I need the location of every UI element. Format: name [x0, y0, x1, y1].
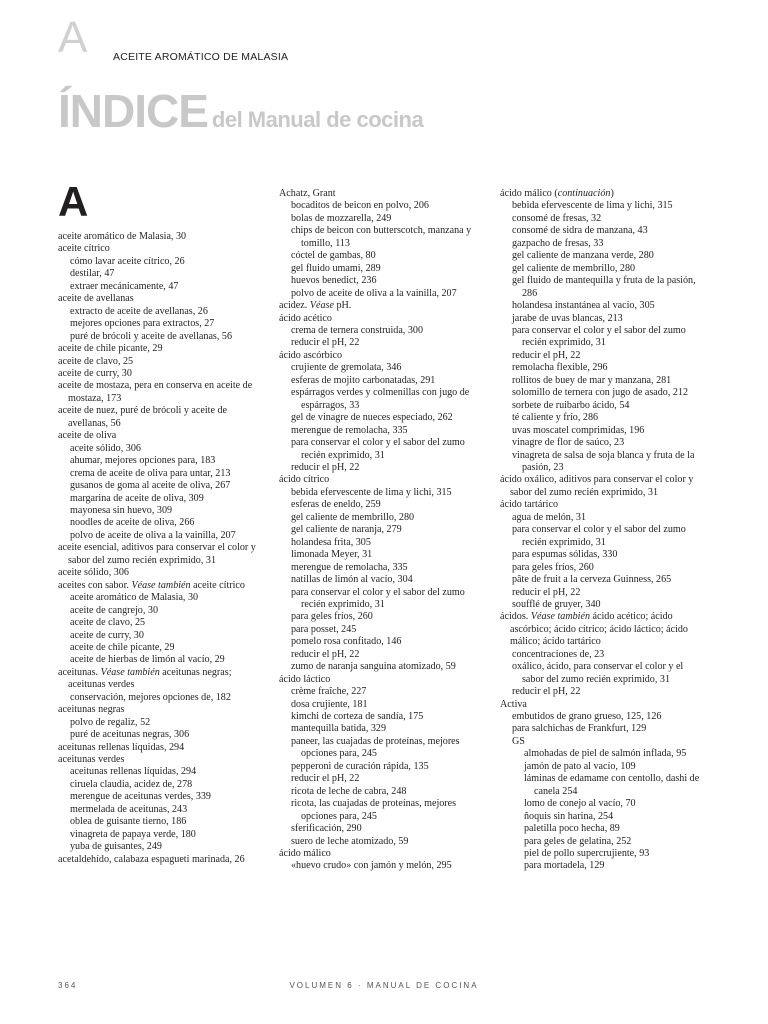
- index-subentry: esferas de eneldo, 259: [291, 499, 381, 511]
- entry-text: aceites con sabor.: [58, 579, 132, 591]
- index-subentry: paneer, las cuajadas de proteínas, mejores opciones para, 245: [291, 735, 460, 760]
- index-entry: aceitunas negras: [58, 704, 125, 716]
- index-subentry: polvo de aceite de oliva a la vainilla, 207: [70, 529, 236, 541]
- index-subentry: consomé de sidra de manzana, 43: [512, 225, 648, 237]
- index-subentry: reducir el pH, 22: [512, 349, 581, 361]
- index-subentry: ricota de leche de cabra, 248: [291, 785, 407, 797]
- entry-text: aceitunas.: [58, 666, 101, 678]
- index-subentry: aceite aromático de Malasia, 30: [70, 592, 199, 604]
- index-entry: [279, 300, 485, 312]
- index-subentry: holandesa instantánea al vacío, 305: [512, 300, 655, 312]
- index-subentry: reducir el pH, 22: [291, 648, 360, 660]
- index-subentry: para salchichas de Frankfurt, 129: [512, 723, 647, 735]
- index-subentry: reducir el pH, 22: [512, 686, 581, 698]
- index-subentry: gel caliente de manzana verde, 280: [512, 250, 654, 262]
- index-entry: aceite de mostaza, pera en conserva en aceite de mostaza, 173: [58, 380, 253, 404]
- index-subentry: aceitunas rellenas líquidas, 294: [70, 766, 197, 778]
- index-subentry: puré de aceitunas negras, 306: [70, 729, 190, 741]
- index-subentry: láminas de edamame con centollo, dashi de canela 254: [524, 773, 700, 797]
- index-entry: ácido málico: [279, 848, 331, 860]
- index-subentry: consomé de fresas, 32: [512, 212, 602, 224]
- index-subentry: gel de vinagre de nueces especiado, 262: [291, 412, 453, 424]
- index-subentry: agua de melón, 31: [512, 511, 586, 523]
- index-subentry: crema de ternera construida, 300: [291, 324, 423, 336]
- index-subtitle: del Manual de cocina: [211, 107, 424, 132]
- index-subentry: sorbete de ruibarbo ácido, 54: [512, 399, 630, 411]
- index-entry: ácido láctico: [279, 673, 331, 685]
- index-subentry: lomo de conejo al vacío, 70: [524, 798, 636, 810]
- index-subentry: merengue de aceitunas verdes, 339: [70, 791, 211, 803]
- index-entry: ácido tartárico: [500, 499, 559, 511]
- index-subentry: bebida efervescente de lima y lichi, 315: [512, 200, 673, 212]
- index-subentry: destilar, 47: [70, 268, 115, 280]
- index-subentry: para geles fríos, 260: [512, 561, 594, 573]
- index-subentry: sferificación, 290: [291, 823, 362, 835]
- index-subentry: para espumas sólidas, 330: [512, 549, 618, 561]
- index-entry: [500, 188, 706, 200]
- index-entry: [58, 580, 264, 592]
- index-subentry: aceite de clavo, 25: [70, 617, 146, 629]
- index-subentry: GS: [512, 735, 525, 747]
- index-subentry: aceite sólido, 306: [70, 442, 141, 454]
- index-subentry: zumo de naranja sanguina atomizado, 59: [291, 661, 456, 673]
- index-entries-2: [279, 188, 485, 873]
- cross-reference: Véase también: [530, 611, 590, 623]
- entry-text: aceite cítrico: [190, 579, 245, 591]
- index-subentry: oblea de guisante tierno, 186: [70, 816, 187, 828]
- index-subentry: aceite de hierbas de limón al vacío, 29: [70, 654, 225, 666]
- index-subentry: conservación, mejores opciones de, 182: [70, 691, 231, 703]
- index-subentry: para conservar el color y el sabor del zumo recién exprimido, 31: [512, 324, 686, 349]
- index-subentry: solomillo de ternera con jugo de asado, 212: [512, 387, 689, 399]
- entry-text: pH.: [333, 300, 352, 312]
- index-subentry: oxálico, ácido, para conservar el color y el sabor del zumo recién exprimido, 31: [512, 661, 684, 685]
- index-subentry: cómo lavar aceite cítrico, 26: [70, 255, 185, 267]
- index-subentry: gel caliente de naranja, 279: [291, 524, 402, 536]
- index-subentry: huevos benedict, 236: [291, 275, 377, 287]
- index-entry: aceite de clavo, 25: [58, 355, 134, 367]
- index-subentry: reducir el pH, 22: [291, 337, 360, 349]
- index-column-2: [279, 188, 485, 873]
- index-subentry: gel fluido de mantequilla y fruta de la pasión, 286: [512, 275, 696, 299]
- index-entry: Achatz, Grant: [279, 188, 336, 199]
- index-subentry: mantequilla batida, 329: [291, 723, 387, 735]
- index-column-1: [58, 179, 264, 866]
- index-subentry: ricota, las cuajadas de proteínas, mejores opciones para, 245: [291, 798, 457, 822]
- index-entry: ácido cítrico: [279, 474, 330, 486]
- index-entry: aceite de chile picante, 29: [58, 343, 163, 355]
- index-subentry: «huevo crudo» con jamón y melón, 295: [291, 860, 452, 872]
- index-subentry: reducir el pH, 22: [291, 461, 360, 473]
- index-entry: [58, 667, 264, 692]
- index-subentry: kimchi de corteza de sandía, 175: [291, 711, 424, 723]
- index-subentry: ciruela claudia, acidez de, 278: [70, 778, 193, 790]
- index-entry: ácido ascórbico: [279, 349, 343, 361]
- index-subentry: merengue de remolacha, 335: [291, 561, 408, 573]
- index-entry: aceite de curry, 30: [58, 367, 132, 379]
- index-subentry: para geles fríos, 260: [291, 611, 373, 623]
- index-subentry: almohadas de piel de salmón inflada, 95: [524, 748, 687, 760]
- page-letter: A: [58, 13, 88, 62]
- index-subentry: noodles de aceite de oliva, 266: [70, 517, 195, 529]
- index-subentry: margarina de aceite de oliva, 309: [70, 492, 204, 504]
- index-subentry: uvas moscatel comprimidas, 196: [512, 424, 645, 436]
- index-subentry: dosa crujiente, 181: [291, 698, 368, 710]
- index-subentry: merengue de remolacha, 335: [291, 424, 408, 436]
- index-subentry: gel caliente de membrillo, 280: [291, 511, 415, 523]
- index-entry: aceitunas rellenas líquidas, 294: [58, 741, 185, 753]
- index-subentry: espárragos verdes y colmenillas con jugo de espárragos, 33: [291, 387, 470, 411]
- index-subentry: puré de brócoli y aceite de avellanas, 56: [70, 330, 232, 342]
- index-subentry: aceite de chile picante, 29: [70, 641, 175, 653]
- footer-volume: VOLUMEN 6 · MANUAL DE COCINA: [289, 981, 479, 990]
- index-subentry: crème fraîche, 227: [291, 686, 367, 698]
- cross-reference: Véase también: [100, 666, 160, 678]
- index-subentry: para mortadela, 129: [524, 860, 605, 872]
- index-entry: Activa: [500, 698, 527, 710]
- index-subentry: rollitos de buey de mar y manzana, 281: [512, 374, 672, 386]
- index-entries-3: [500, 188, 706, 873]
- index-subentry: gel fluido umami, 289: [291, 262, 381, 274]
- index-subentry: ahumar, mejores opciones para, 183: [70, 455, 216, 467]
- index-title: ÍNDICE: [58, 85, 208, 137]
- index-subentry: extraer mecánicamente, 47: [70, 280, 179, 292]
- index-subentry: para geles de gelatina, 252: [524, 835, 632, 847]
- index-subentry: polvo de aceite de oliva a la vainilla, 207: [291, 287, 457, 299]
- index-subentry: natillas de limón al vacío, 304: [291, 574, 413, 586]
- index-subentry: bebida efervescente de lima y lichi, 315: [291, 486, 452, 498]
- entry-text: ): [610, 188, 614, 199]
- index-subentry: ñoquis sin harina, 254: [524, 810, 614, 822]
- running-head: ACEITE AROMÁTICO DE MALASIA: [113, 51, 289, 63]
- index-entry: aceite sólido, 306: [58, 567, 129, 579]
- index-subentry: vinagreta de papaya verde, 180: [70, 828, 196, 840]
- index-subentry: soufflé de gruyer, 340: [512, 598, 601, 610]
- entry-text: ácido málico (: [500, 188, 558, 199]
- index-subentry: reducir el pH, 22: [291, 773, 360, 785]
- index-subentry: chips de beicon con butterscotch, manzana y tomillo, 113: [291, 225, 472, 249]
- index-entry: aceite de oliva: [58, 430, 117, 442]
- index-subentry: remolacha flexible, 296: [512, 362, 608, 374]
- page-title: [58, 85, 424, 137]
- index-subentry: reducir el pH, 22: [512, 586, 581, 598]
- index-entry: [500, 611, 706, 648]
- index-subentry: polvo de regaliz, 52: [70, 716, 151, 728]
- index-subentry: aceite de cangrejo, 30: [70, 604, 158, 616]
- index-entry: aceite de nuez, puré de brócoli y aceite de avellanas, 56: [58, 405, 227, 429]
- index-subentry: limonada Meyer, 31: [291, 549, 373, 561]
- index-entry: ácido oxálico, aditivos para conservar el color y sabor del zumo recién exprimido, 31: [500, 474, 694, 498]
- index-subentry: pomelo rosa confitado, 146: [291, 636, 402, 648]
- index-subentry: bolas de mozzarella, 249: [291, 212, 392, 224]
- index-subentry: concentraciones de, 23: [512, 648, 605, 660]
- index-subentry: pepperoni de curación rápida, 135: [291, 760, 429, 772]
- index-subentry: embutidos de grano grueso, 125, 126: [512, 711, 662, 723]
- index-entry: aceite cítrico: [58, 243, 110, 255]
- index-entry: aceite de avellanas: [58, 293, 134, 305]
- entry-text: aceitunas negras; aceitunas verdes: [68, 666, 232, 691]
- index-entry: aceitunas verdes: [58, 754, 125, 766]
- index-subentry: jarabe de uvas blancas, 213: [512, 312, 623, 324]
- index-subentry: paletilla poco hecha, 89: [524, 823, 620, 835]
- index-entry: ácido acético: [279, 312, 332, 324]
- cross-reference: Véase: [309, 300, 334, 312]
- index-subentry: para conservar el color y el sabor del zumo recién exprimido, 31: [512, 524, 686, 548]
- index-subentry: para conservar el color y el sabor del zumo recién exprimido, 31: [291, 586, 465, 610]
- index-subentry: crujiente de gremolata, 346: [291, 362, 402, 374]
- index-subentry: crema de aceite de oliva para untar, 213: [70, 467, 231, 479]
- entry-text: acidez.: [279, 300, 310, 312]
- index-subentry: gusanos de goma al aceite de oliva, 267: [70, 480, 231, 492]
- index-subentry: esferas de mojito carbonatadas, 291: [291, 374, 436, 386]
- index-subentry: gazpacho de fresas, 33: [512, 237, 604, 249]
- index-subentry: vinagreta de salsa de soja blanca y fruta de la pasión, 23: [512, 449, 695, 473]
- index-subentry: extracto de aceite de avellanas, 26: [70, 305, 208, 317]
- cross-reference: Véase también: [131, 579, 191, 591]
- index-subentry: para posset, 245: [291, 623, 357, 635]
- index-subentry: vinagre de flor de saúco, 23: [512, 437, 625, 449]
- index-subentry: aceite de curry, 30: [70, 629, 144, 641]
- index-subentry: yuba de guisantes, 249: [70, 841, 162, 853]
- index-entries-1: [58, 231, 264, 866]
- index-subentry: gel caliente de membrillo, 280: [512, 262, 636, 274]
- index-subentry: jamón de pato al vacío, 109: [524, 760, 636, 772]
- index-entry: acetaldehído, calabaza espagueti marinada, 26: [58, 853, 245, 865]
- entry-text: ácido acético; ácido ascórbico; ácido cítrico; ácido láctico; ácido málico; ácido tartárico: [510, 611, 688, 648]
- index-subentry: suero de leche atomizado, 59: [291, 835, 409, 847]
- index-subentry: mermelada de aceitunas, 243: [70, 803, 188, 815]
- index-subentry: pâte de fruit a la cerveza Guinness, 265: [512, 574, 672, 586]
- index-subentry: cóctel de gambas, 80: [291, 250, 376, 262]
- cross-reference: continuación: [557, 188, 611, 199]
- index-subentry: bocaditos de beicon en polvo, 206: [291, 200, 429, 212]
- index-subentry: mayonesa sin huevo, 309: [70, 504, 173, 516]
- index-subentry: holandesa frita, 305: [291, 536, 371, 548]
- index-subentry: piel de pollo supercrujiente, 93: [524, 848, 650, 860]
- index-subentry: mejores opciones para extractos, 27: [70, 318, 215, 330]
- index-entry: aceite aromático de Malasia, 30: [58, 231, 187, 242]
- index-column-3: [500, 188, 706, 873]
- section-letter: A: [58, 178, 89, 225]
- index-subentry: té caliente y frío, 286: [512, 412, 599, 424]
- index-subentry: para conservar el color y el sabor del zumo recién exprimido, 31: [291, 437, 465, 461]
- index-entry: aceite esencial, aditivos para conservar el color y sabor del zumo recién exprimido, 31: [58, 542, 256, 566]
- page-number: 364: [58, 981, 78, 990]
- entry-text: ácidos.: [500, 611, 531, 623]
